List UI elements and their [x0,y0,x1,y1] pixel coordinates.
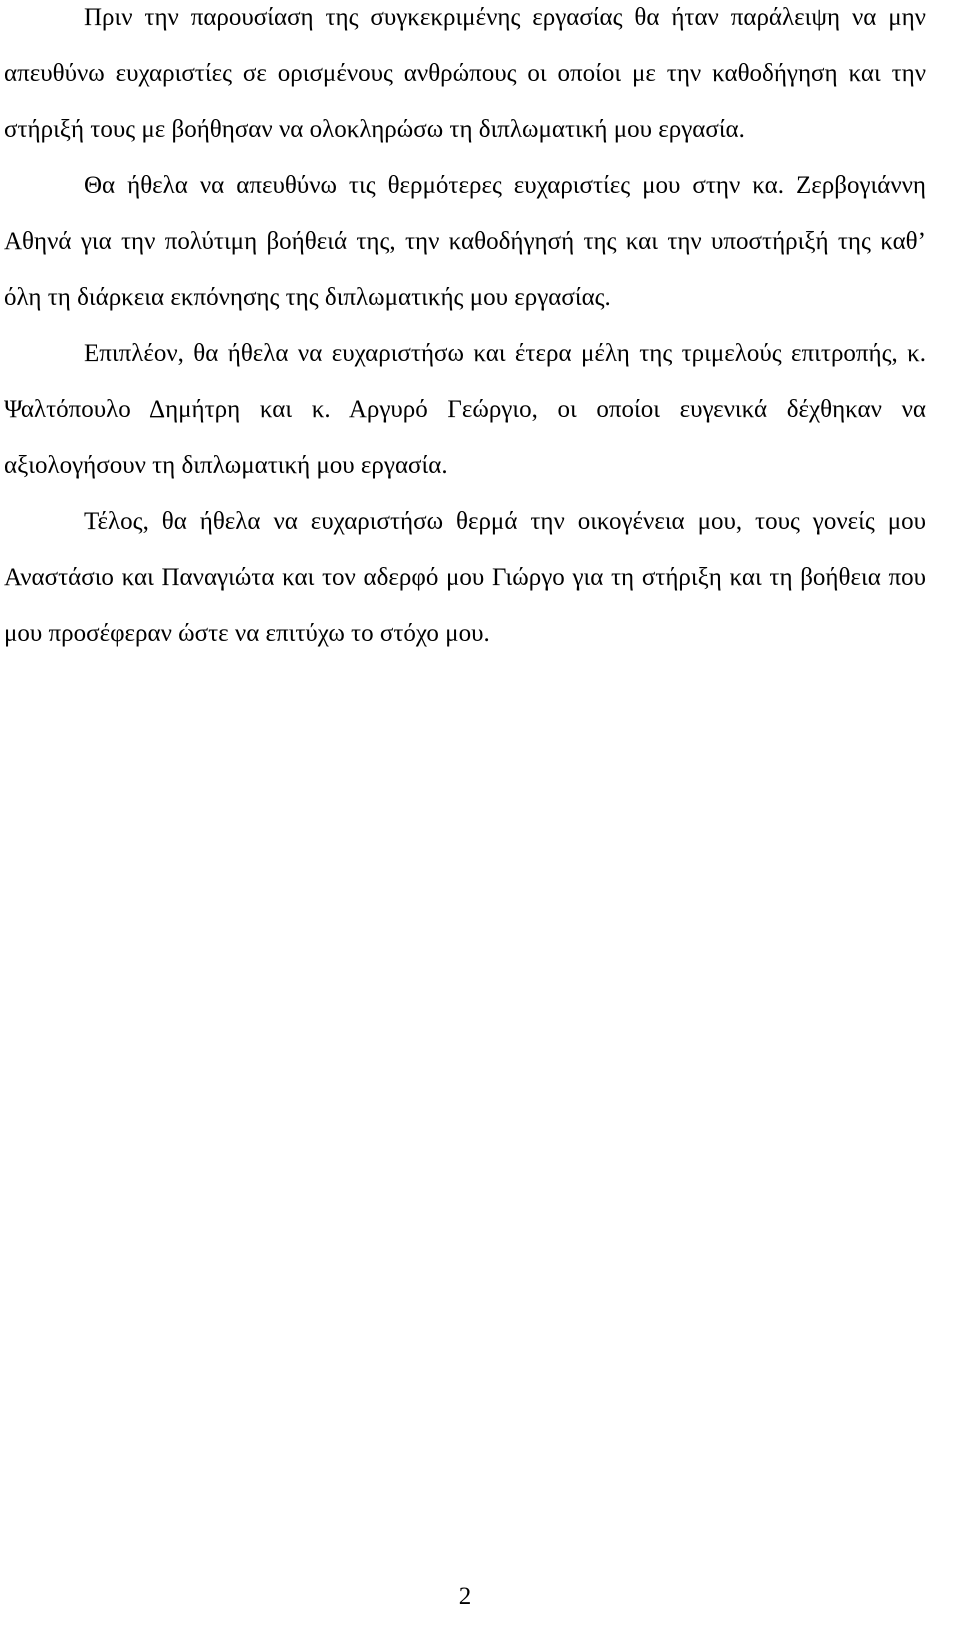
page-number: 2 [458,1583,472,1610]
paragraph-committee-thanks: Επιπλέον, θα ήθελα να ευχαριστήσω και έτερα μέλη της τριμελούς επιτροπής, κ. Ψαλτόπουλο Δημήτρη και κ. Αργυρό Γεώργιο, οι οποίοι ευγενικά δέχθηκαν να αξιολογήσουν τη διπλωματική μου εργασία. [4,340,926,479]
paragraph-supervisor-thanks: Θα ήθελα να απευθύνω τις θερμότερες ευχαριστίες μου στην κα. Ζερβογιάννη Αθηνά για την πολύτιμη βοήθειά της, την καθοδήγησή της και την υποστήριξή της καθ’ όλη τη διάρκεια εκπόνησης της διπλωματικής μου εργασίας. [4,172,926,311]
document-page [4,0,926,662]
paragraph-family-thanks: Τέλος, θα ήθελα να ευχαριστήσω θερμά την οικογένεια μου, τους γονείς μου Αναστάσιο και Παναγιώτα και τον αδερφό μου Γιώργο για τη στήριξη και τη βοήθεια που μου προσέφεραν ώστε να επιτύχω το στόχο μου. [4,508,926,647]
paragraph-intro: Πριν την παρουσίαση της συγκεκριμένης εργασίας θα ήταν παράλειψη να μην απευθύνω ευχαριστίες σε ορισμένους ανθρώπους οι οποίοι με την καθοδήγηση και την στήριξή τους με βοήθησαν να ολοκληρώσω τη διπλωματική μου εργασία. [4,4,926,143]
